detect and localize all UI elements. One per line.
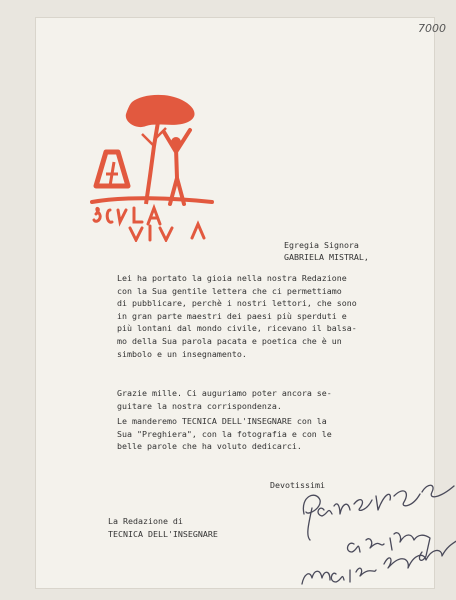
letter-paragraph-1: Lei ha portato la gioia nella nostra Redazione con la Sua gentile lettera che ci permettiamo di pubblicare, perchè i nostri lettori, che sono in gran parte maestri dei paesi più sperduti e più lontani dal mondo civile, ricevano il balsa- mo della Sua parola pacata e poetica che è un simbolo e un insegnamento. — [117, 273, 357, 359]
letter-paragraph-2: Grazie mille. Ci auguriamo poter ancora se- guitare la nostra corrispondenza. — [117, 388, 332, 411]
letter-paragraph-3: Le manderemo TECNICA DELL'INSEGNARE con la Sua "Preghiera", con la fotografia e con le belle parole che ha voluto dedicarci. — [117, 416, 332, 452]
closing: Devotissimi — [270, 480, 325, 490]
scuola-viva-logo — [84, 92, 224, 242]
archive-number: 7000 — [418, 22, 446, 35]
letter-page — [36, 18, 446, 588]
handwritten-signatures — [294, 456, 456, 596]
sender-block: La Redazione di TECNICA DELL'INSEGNARE — [108, 516, 218, 539]
salutation: Egregia Signora GABRIELA MISTRAL, — [284, 240, 369, 262]
